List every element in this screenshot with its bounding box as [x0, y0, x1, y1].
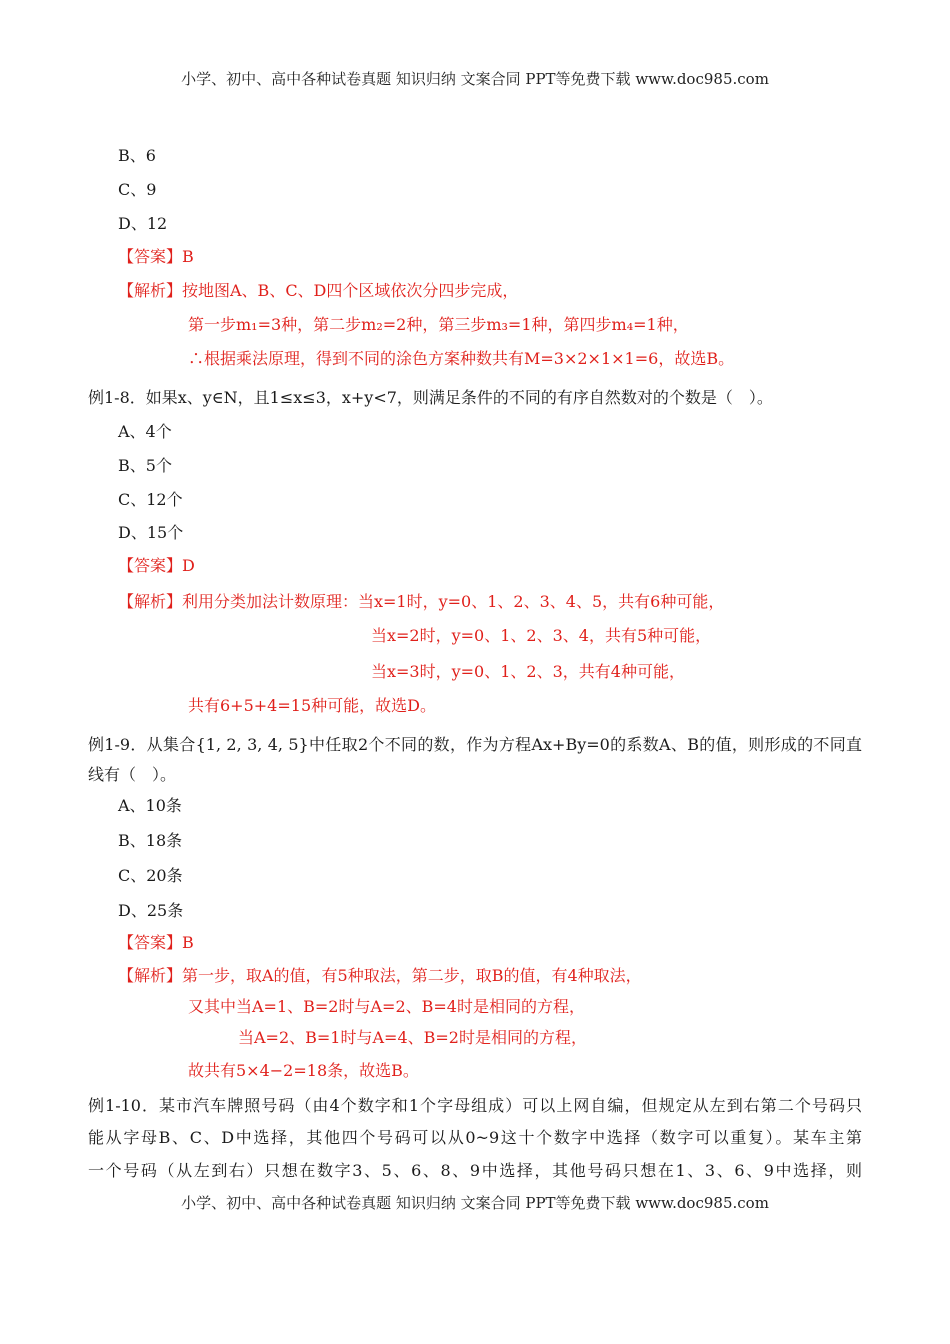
question-1-9-cont: 线有（ ）。 [88, 765, 177, 784]
question-1-10: 例1-10．某市汽车牌照号码（由4个数字和1个字母组成）可以上网自编，但规定从左到右第二个号码只 [88, 1096, 862, 1115]
page-footer: 小学、初中、高中各种试卷真题 知识归纳 文案合同 PPT等免费下载 www.doc985.com [181, 1194, 769, 1212]
option-d: D、15个 [118, 523, 184, 542]
option-a: A、4个 [118, 422, 172, 441]
analysis-line: 当x=3时，y=0、1、2、3，共有4种可能， [371, 662, 685, 681]
option-d: D、12 [118, 214, 168, 233]
analysis-line: 【解析】利用分类加法计数原理：当x=1时，y=0、1、2、3、4、5，共有6种可能， [118, 592, 725, 611]
option-d: D、25条 [118, 901, 184, 920]
question-1-10-cont: 一个号码（从左到右）只想在数字3、5、6、8、9中选择，其他号码只想在1、3、6、9中选择，则 [88, 1161, 862, 1180]
option-c: C、20条 [118, 866, 183, 885]
option-b: B、6 [118, 146, 156, 165]
analysis-line: 又其中当A=1、B=2时与A=2、B=4时是相同的方程， [188, 997, 585, 1016]
analysis-line: 故共有5×4−2=18条，故选B。 [188, 1061, 419, 1080]
question-1-10-cont: 能从字母B、C、D中选择，其他四个号码可以从0~9这十个数字中选择（数字可以重复）。某车主第 [88, 1128, 862, 1147]
answer-label: 【答案】B [118, 933, 194, 952]
option-c: C、9 [118, 180, 157, 199]
option-c: C、12个 [118, 490, 183, 509]
page-header: 小学、初中、高中各种试卷真题 知识归纳 文案合同 PPT等免费下载 www.doc985.com [181, 70, 769, 88]
analysis-line: 共有6+5+4=15种可能，故选D。 [188, 696, 436, 715]
option-b: B、18条 [118, 831, 183, 850]
analysis-line: 【解析】第一步，取A的值，有5种取法，第二步，取B的值，有4种取法， [118, 966, 642, 985]
analysis-line: 第一步m₁=3种，第二步m₂=2种，第三步m₃=1种，第四步m₄=1种， [188, 315, 689, 334]
question-1-8: 例1-8．如果x、y∈N，且1≤x≤3，x+y<7，则满足条件的不同的有序自然数对的个数是（ ）。 [88, 388, 773, 407]
answer-label: 【答案】B [118, 247, 194, 266]
analysis-line: ∴根据乘法原理，得到不同的涂色方案种数共有M=3×2×1×1=6，故选B。 [188, 349, 735, 368]
option-a: A、10条 [118, 796, 182, 815]
analysis-line: 【解析】按地图A、B、C、D四个区域依次分四步完成， [118, 281, 519, 300]
question-1-9: 例1-9．从集合{1, 2, 3, 4, 5}中任取2个不同的数，作为方程Ax+By=0的系数A、B的值，则形成的不同直 [88, 735, 862, 754]
answer-label: 【答案】D [118, 556, 195, 575]
analysis-line: 当A=2、B=1时与A=4、B=2时是相同的方程， [238, 1028, 587, 1047]
option-b: B、5个 [118, 456, 172, 475]
analysis-line: 当x=2时，y=0、1、2、3、4，共有5种可能， [371, 626, 712, 645]
